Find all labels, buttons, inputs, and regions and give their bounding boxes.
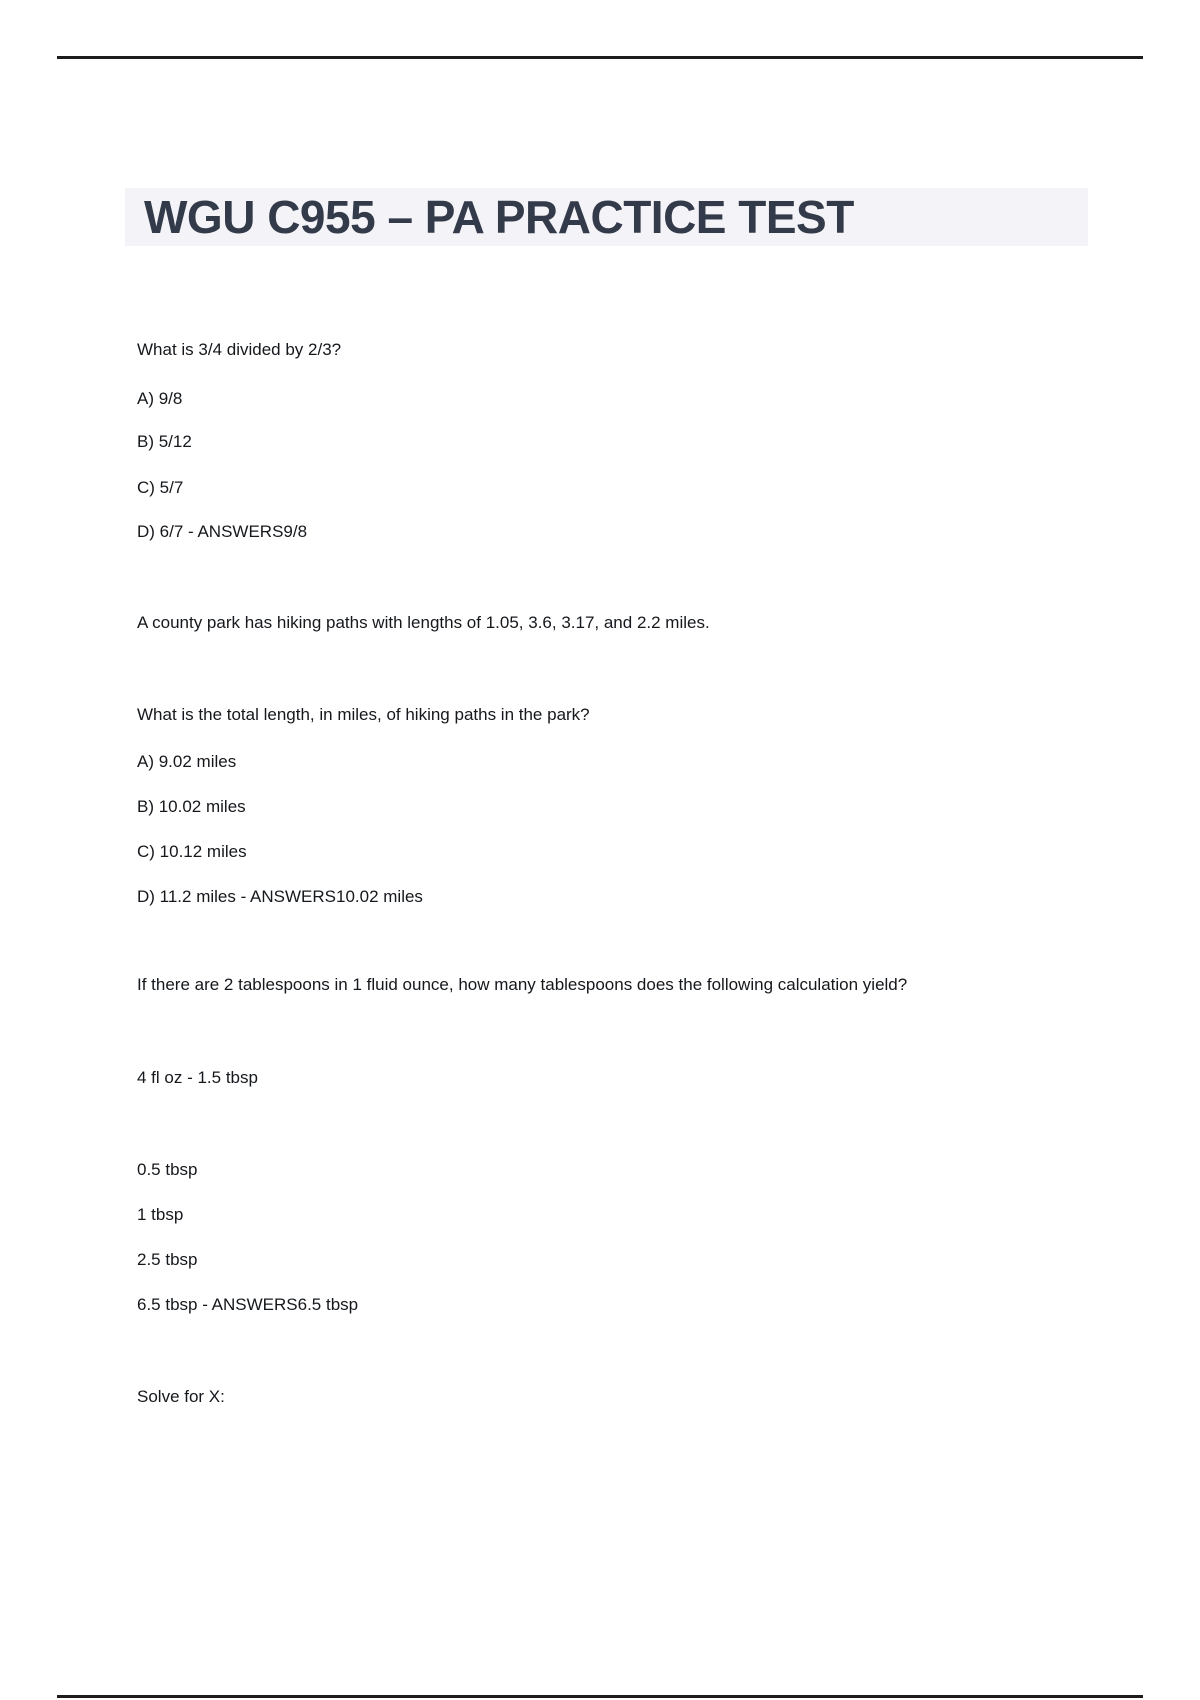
- question-context: A county park has hiking paths with lengths of 1.05, 3.6, 3.17, and 2.2 miles.: [137, 613, 710, 632]
- answer-option: B) 10.02 miles: [137, 797, 246, 816]
- question-expression: 4 fl oz - 1.5 tbsp: [137, 1068, 258, 1087]
- title-highlight: [125, 188, 1088, 246]
- answer-option: D) 6/7 - ANSWERS9/8: [137, 522, 308, 541]
- page-title: WGU C955 – PA PRACTICE TEST: [144, 191, 854, 243]
- top-rule: [57, 56, 1143, 59]
- answer-option: 6.5 tbsp - ANSWERS6.5 tbsp: [137, 1295, 359, 1314]
- answer-option: C) 10.12 miles: [137, 842, 247, 861]
- answer-option: 2.5 tbsp: [137, 1250, 198, 1269]
- answer-option: C) 5/7: [137, 478, 184, 497]
- answer-option: D) 11.2 miles - ANSWERS10.02 miles: [137, 887, 423, 906]
- question-prompt: What is the total length, in miles, of hiking paths in the park?: [137, 705, 590, 724]
- question-prompt: If there are 2 tablespoons in 1 fluid ounce, how many tablespoons does the following calculation yield?: [137, 975, 908, 994]
- question-prompt: What is 3/4 divided by 2/3?: [137, 340, 342, 359]
- answer-option: A) 9.02 miles: [137, 752, 237, 771]
- question-prompt: Solve for X:: [137, 1387, 225, 1406]
- bottom-rule: [57, 1695, 1143, 1698]
- answer-option: A) 9/8: [137, 389, 183, 408]
- answer-option: 1 tbsp: [137, 1205, 184, 1224]
- answer-option: B) 5/12: [137, 432, 192, 451]
- answer-option: 0.5 tbsp: [137, 1160, 198, 1179]
